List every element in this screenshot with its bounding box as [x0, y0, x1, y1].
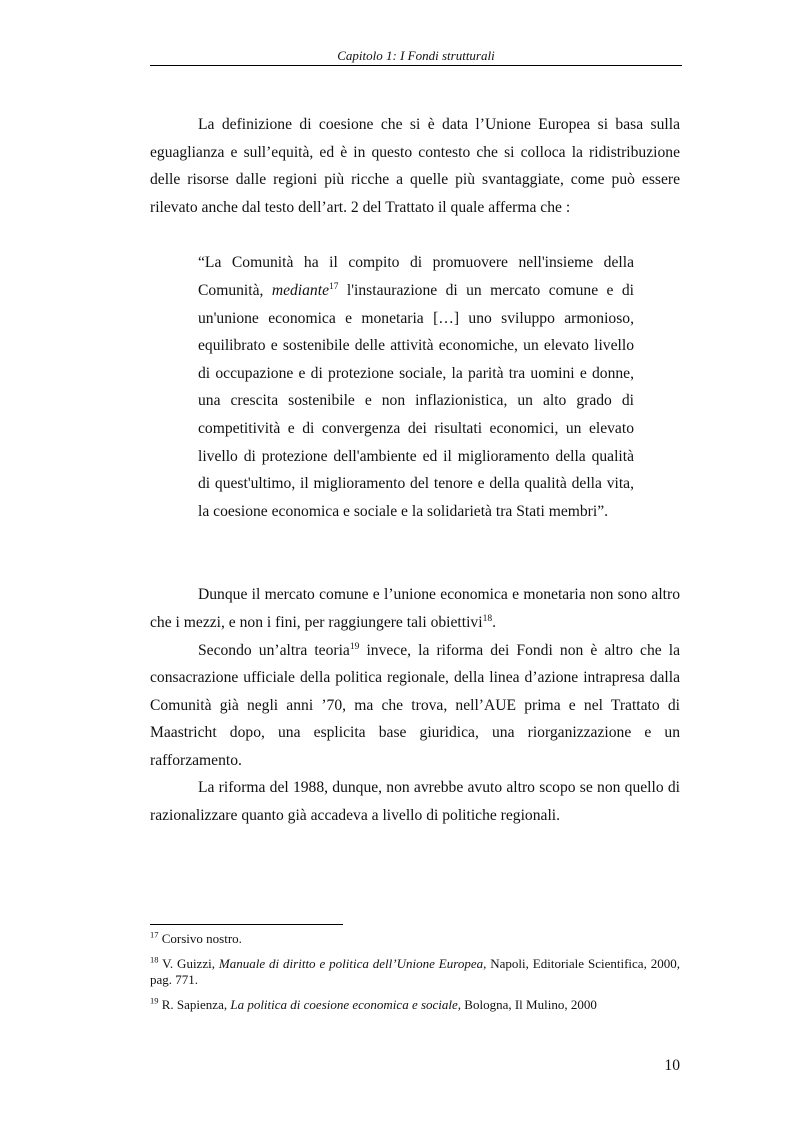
paragraph-secondo-end: invece, la riforma dei Fondi non è altro che la consacrazione ufficiale della politica regionale, della linea d’azione intrapresa dalla Comunità già negli anni ’70, ma che trova, nell’AUE prima e nel Trattato di Maastricht dopo, una esplicita base giuridica, una riorganizzazione e un rafforzamento.: [150, 641, 681, 769]
paragraph-dunque: [150, 581, 680, 636]
paragraph-dunque-text: Dunque il mercato comune e l’unione economica e monetaria non sono altro che i mezzi, e non i fini, per raggiungere tali obiettivi: [150, 586, 680, 631]
footnotes: [150, 931, 680, 1022]
quote-text-start: “La Comunità ha il compito di promuovere nell'insieme della Comunità,: [198, 254, 634, 299]
page-number: 10: [664, 1057, 680, 1074]
footnote-publication: , Napoli, Editoriale Scientifica, 2000, pag. 771.: [150, 956, 680, 987]
block-quote: [198, 249, 634, 525]
paragraph-secondo-start: Secondo un’altra teoria: [198, 641, 350, 659]
footnote-ref-17[interactable]: 17: [329, 281, 339, 292]
footnote-ref-19[interactable]: 19: [349, 641, 360, 652]
footnote-19: [150, 997, 680, 1013]
paragraph-intro: La definizione di coesione che si è data l’Unione Europea si basa sulla eguaglianza e sull’equità, ed è in questo contesto che si colloca la ridistribuzione delle risorse dalle regioni più ricche a quelle più svantaggiate, come può essere rilevato anche dal testo dell’art. 2 del Trattato il quale afferma che :: [150, 116, 680, 216]
footnote-number: 17: [150, 929, 159, 940]
footnote-rule: [150, 924, 343, 925]
paragraph-riforma: La riforma del 1988, dunque, non avrebbe avuto altro scopo se non quello di razionalizzare quanto già accadeva a livello di politiche regionali.: [150, 779, 680, 825]
footnote-title: Manuale di diritto e politica dell’Unione Europea: [218, 956, 484, 971]
paragraph-secondo: [150, 637, 680, 775]
paragraph-dunque-end: .: [492, 613, 496, 631]
footnote-number: 18: [150, 954, 159, 965]
footnote-publication: , Bologna, Il Mulino, 2000: [457, 997, 597, 1012]
quote-text-end: l'instaurazione di un mercato comune e di un'unione economica e monetaria […] uno sviluppo armonioso, equilibrato e sostenibile delle attività economiche, un elevato livello di occupazione e di protezione sociale, la parità tra uomini e donne, una crescita sostenibile e non inflazionistica, un alto grado di competitività e di convergenza dei risultati economici, un elevato livello di protezione dell'ambiente ed il miglioramento della qualità di quest'ultimo, il miglioramento del tenore e della qualità della vita, la coesione economica e sociale e la solidarietà tra Stati membri”.: [198, 281, 634, 520]
footnote-number: 19: [150, 995, 159, 1006]
header-rule: [150, 65, 682, 66]
running-header: Capitolo 1: I Fondi strutturali: [337, 48, 495, 63]
footnote-author: V. Guizzi,: [158, 956, 219, 971]
quote-emphasis: mediante: [271, 281, 329, 299]
footnote-ref-18[interactable]: 18: [482, 613, 493, 624]
footnote-17: [150, 931, 680, 947]
body-text: [150, 111, 680, 830]
footnote-text: Corsivo nostro.: [158, 931, 242, 946]
footnote-title: La politica di coesione economica e sociale: [230, 997, 458, 1012]
footnote-18: [150, 956, 680, 988]
footnote-author: R. Sapienza,: [158, 997, 231, 1012]
